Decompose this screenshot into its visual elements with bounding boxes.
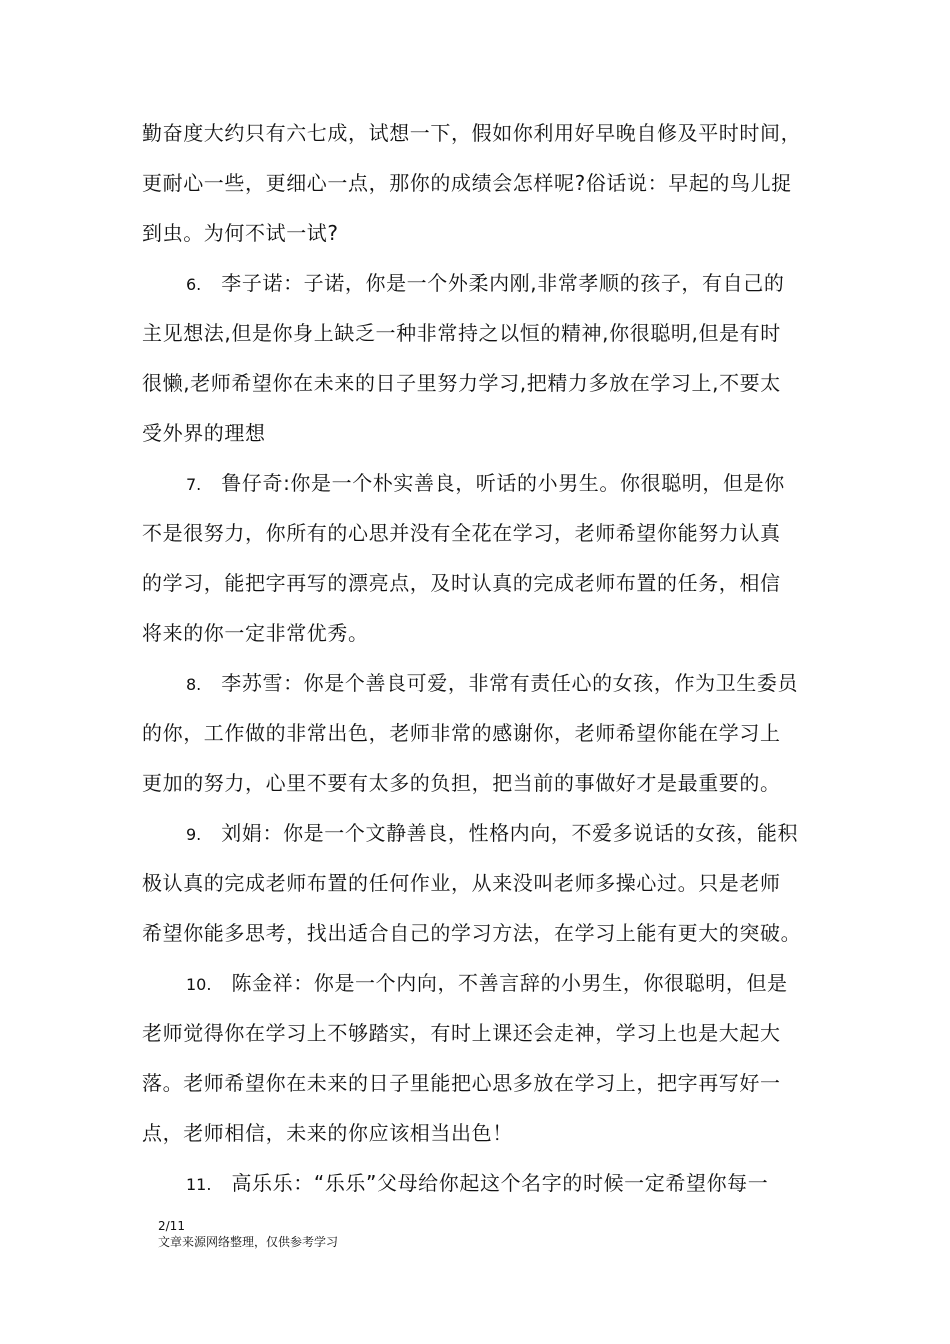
text-line: 很懒,老师希望你在未来的日子里努力学习,把精力多放在学习上,不要太	[142, 371, 781, 395]
text-line: 点，老师相信，未来的你应该相当出色！	[142, 1121, 513, 1145]
item-number: 9.	[186, 825, 202, 844]
item-number: 10.	[186, 975, 212, 994]
page-footer	[158, 1218, 338, 1250]
text-line: 老师觉得你在学习上不够踏实，有时上课还会走神，学习上也是大起大	[142, 1021, 781, 1045]
paragraph-first-line	[142, 658, 822, 708]
text-line: 希望你能多思考，找出适合自己的学习方法，在学习上能有更大的突破。	[142, 921, 802, 945]
text-line: 鲁仔奇:你是一个朴实善良，听话的小男生。你很聪明，但是你	[221, 471, 785, 495]
item-number: 6.	[186, 275, 202, 294]
text-line: 将来的你一定非常优秀。	[142, 621, 369, 645]
source-note: 文章来源网络整理，仅供参考学习	[158, 1235, 339, 1249]
text-line: 刘娟：你是一个文静善良，性格内向，不爱多说话的女孩，能积	[221, 821, 799, 845]
text-line: 不是很努力，你所有的心思并没有全花在学习，老师希望你能努力认真	[142, 521, 781, 545]
text-line: 落。老师希望你在未来的日子里能把心思多放在学习上，把字再写好一	[142, 1071, 781, 1095]
paragraph-first-line	[142, 1158, 822, 1208]
text-line: 更加的努力，心里不要有太多的负担，把当前的事做好才是最重要的。	[142, 771, 781, 795]
page-number: 2/11	[158, 1219, 185, 1233]
text-line: 到虫。为何不试一试?	[142, 221, 339, 245]
text-line: 的学习，能把字再写的漂亮点，及时认真的完成老师布置的任务，相信	[142, 571, 781, 595]
paragraph-first-line	[142, 958, 822, 1008]
text-line: 高乐乐：“乐乐”父母给你起这个名字的时候一定希望你每一	[231, 1171, 769, 1195]
text-line: 主见想法,但是你身上缺乏一种非常持之以恒的精神,你很聪明,但是有时	[142, 321, 781, 345]
text-line: 受外界的理想	[142, 421, 266, 445]
text-line: 更耐心一些，更细心一点，那你的成绩会怎样呢?俗话说：早起的鸟儿捉	[142, 171, 792, 195]
item-number: 8.	[186, 675, 202, 694]
item-number: 7.	[186, 475, 202, 494]
paragraph-first-line	[142, 458, 822, 508]
text-line: 勤奋度大约只有六七成，试想一下，假如你利用好早晚自修及平时时间，	[142, 121, 802, 145]
text-line: 的你，工作做的非常出色，老师非常的感谢你，老师希望你能在学习上	[142, 721, 781, 745]
document-body	[142, 108, 822, 1208]
text-line: 李苏雪：你是个善良可爱，非常有责任心的女孩，作为卫生委员	[221, 671, 799, 695]
text-line: 李子诺：子诺，你是一个外柔内刚,非常孝顺的孩子，有自己的	[221, 271, 785, 295]
paragraph-first-line	[142, 258, 822, 308]
item-number: 11.	[186, 1175, 212, 1194]
text-line: 极认真的完成老师布置的任何作业，从来没叫老师多操心过。只是老师	[142, 871, 781, 895]
paragraph-first-line	[142, 808, 822, 858]
text-line: 陈金祥：你是一个内向，不善言辞的小男生，你很聪明，但是	[231, 971, 788, 995]
